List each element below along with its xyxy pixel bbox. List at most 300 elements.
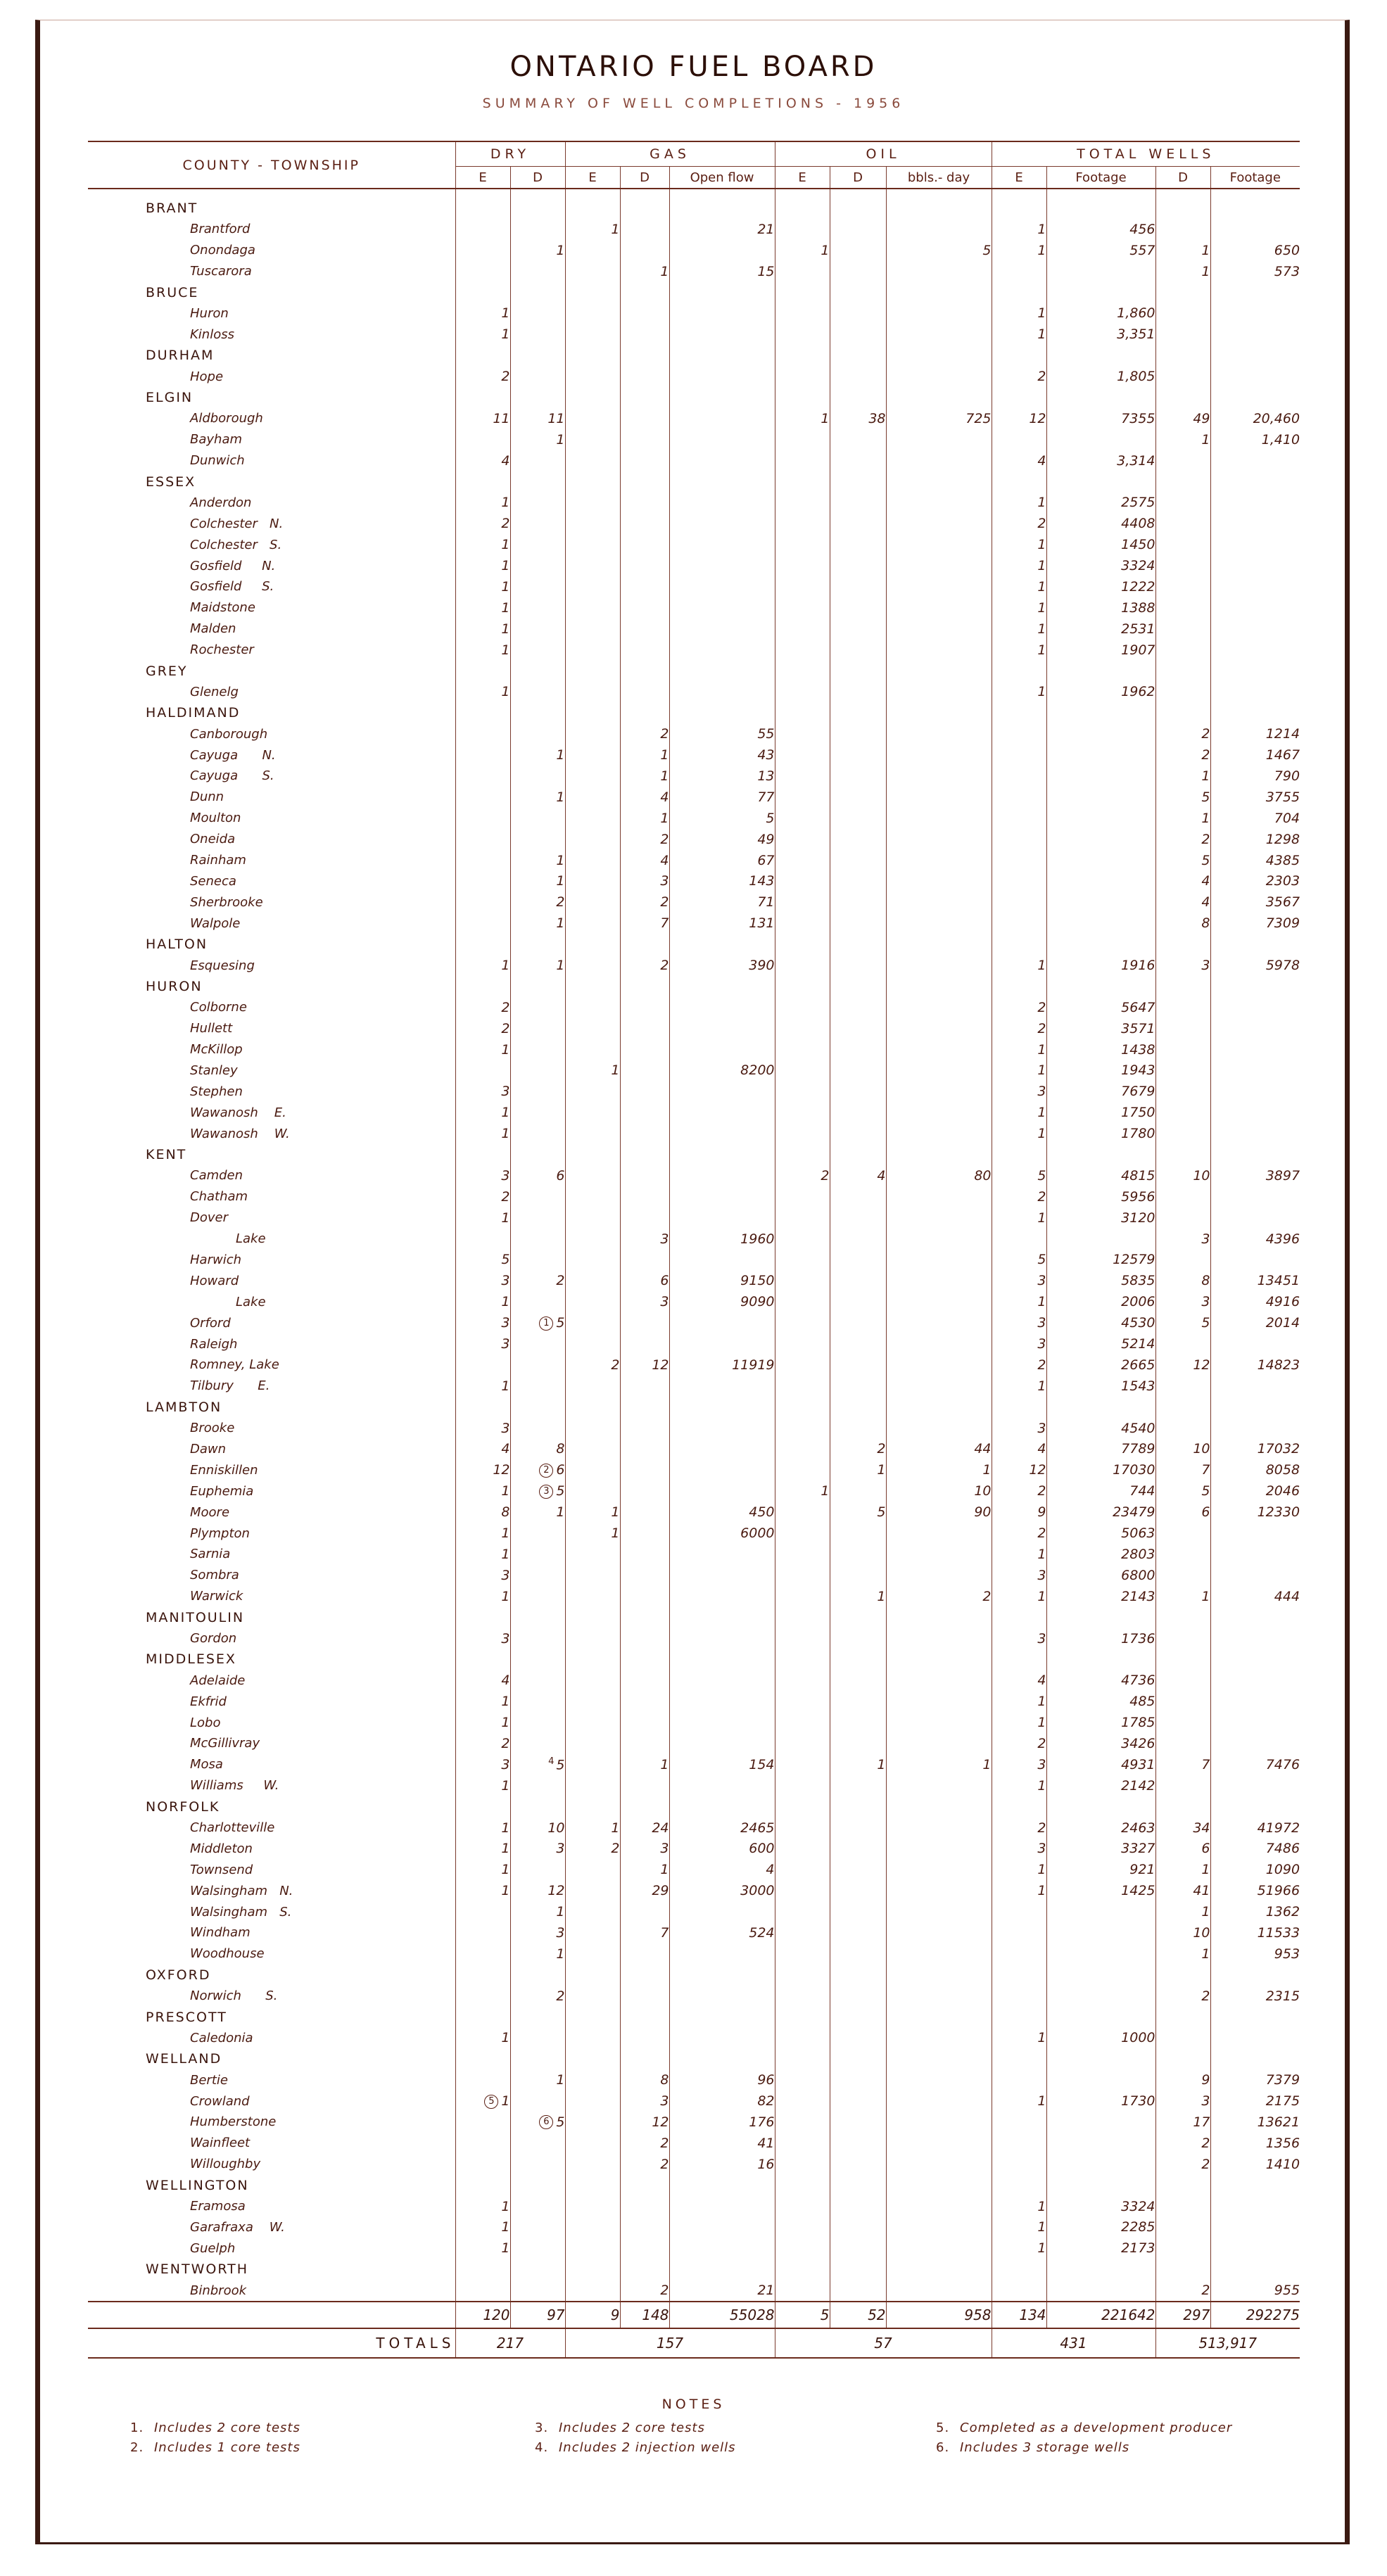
value-cell <box>669 1207 775 1229</box>
value-cell <box>775 618 830 640</box>
value-cell <box>669 1102 775 1123</box>
value-cell: 12 <box>620 1354 669 1376</box>
value-cell: 12 <box>992 1459 1046 1480</box>
value-cell: 82 <box>669 2090 775 2112</box>
value-cell <box>830 1901 886 1922</box>
value-cell <box>886 1986 992 2007</box>
value-cell <box>775 829 830 850</box>
township-name: Colchester S. <box>190 537 282 552</box>
value-cell: 3324 <box>1046 2196 1155 2217</box>
value-cell <box>1210 2175 1300 2196</box>
township-name: Wawanosh W. <box>190 1126 290 1141</box>
value-cell <box>620 1544 669 1565</box>
value-cell <box>775 723 830 744</box>
township-name: Eramosa <box>190 2199 246 2214</box>
value-cell <box>565 198 620 219</box>
value-cell: 5 <box>992 1165 1046 1186</box>
value-cell: 12330 <box>1210 1502 1300 1523</box>
value-cell <box>510 366 565 387</box>
value-cell <box>669 576 775 597</box>
value-cell <box>1155 1712 1210 1733</box>
township-row <box>88 2027 1300 2048</box>
value-cell: 2 <box>510 892 565 913</box>
value-cell: 2 <box>992 1523 1046 1544</box>
value-cell <box>565 2238 620 2259</box>
value-cell <box>886 1312 992 1333</box>
value-cell: 2 <box>455 1186 510 1207</box>
value-cell <box>620 1775 669 1796</box>
value-cell <box>455 829 510 850</box>
value-cell <box>886 2112 992 2133</box>
value-cell <box>830 681 886 702</box>
value-cell <box>565 2048 620 2069</box>
value-cell <box>830 1607 886 1628</box>
value-cell: 1 <box>992 2238 1046 2259</box>
value-cell: 1450 <box>1046 534 1155 555</box>
value-cell <box>1155 2196 1210 2217</box>
value-cell: 13621 <box>1210 2112 1300 2133</box>
value-cell <box>565 1144 620 1165</box>
value-cell <box>775 1102 830 1123</box>
value-cell: 1 <box>455 303 510 324</box>
value-cell <box>620 2259 669 2280</box>
value-cell <box>455 282 510 303</box>
township-row <box>88 1986 1300 2007</box>
value-cell: 17032 <box>1210 1439 1300 1460</box>
value-cell: 1 <box>455 1039 510 1060</box>
value-cell <box>510 997 565 1018</box>
township-name: Romney, Lake <box>190 1357 279 1373</box>
township-name: Caledonia <box>190 2030 253 2045</box>
value-cell <box>565 1943 620 1965</box>
township-name: Orford <box>190 1315 231 1331</box>
value-cell <box>565 1250 620 1271</box>
value-cell: 1 <box>455 324 510 345</box>
value-cell: 1 <box>455 1775 510 1796</box>
value-cell <box>886 976 992 997</box>
value-cell <box>1210 1544 1300 1565</box>
township-row <box>88 1123 1300 1144</box>
value-cell <box>775 934 830 955</box>
value-cell <box>830 2048 886 2069</box>
value-cell <box>620 366 669 387</box>
value-cell <box>775 1943 830 1965</box>
value-cell: 8 <box>1155 913 1210 934</box>
value-cell <box>620 1207 669 1229</box>
value-cell <box>669 366 775 387</box>
value-cell <box>830 534 886 555</box>
value-cell <box>669 1943 775 1965</box>
value-cell: 2 <box>455 997 510 1018</box>
value-cell <box>830 450 886 471</box>
value-cell: 1 <box>992 2196 1046 2217</box>
value-cell: 1 <box>886 1459 992 1480</box>
value-cell: 5 <box>669 808 775 829</box>
value-cell <box>775 303 830 324</box>
note-marker: 1 <box>539 1316 553 1331</box>
value-cell <box>510 723 565 744</box>
value-cell <box>620 618 669 640</box>
county-row <box>88 1144 1300 1165</box>
value-cell: 1780 <box>1046 1123 1155 1144</box>
value-cell <box>992 744 1046 766</box>
value-cell: 2463 <box>1046 1817 1155 1839</box>
value-cell <box>775 387 830 408</box>
value-cell: 6 <box>510 1165 565 1186</box>
value-cell <box>620 1691 669 1712</box>
value-cell <box>620 2027 669 2048</box>
value-cell: 1943 <box>1046 1060 1155 1081</box>
value-cell <box>620 1039 669 1060</box>
value-cell <box>510 1754 565 1775</box>
value-cell <box>830 2027 886 2048</box>
subtotal-cell: 55028 <box>669 2302 775 2328</box>
value-cell <box>510 1418 565 1439</box>
value-cell <box>565 282 620 303</box>
township-name: Colborne <box>190 1000 247 1015</box>
county-row <box>88 345 1300 366</box>
value-cell: 1 <box>455 640 510 661</box>
township-row <box>88 850 1300 871</box>
value-cell <box>992 934 1046 955</box>
value-cell <box>775 2090 830 2112</box>
value-cell <box>886 513 992 534</box>
note-number: 6. <box>936 2440 950 2455</box>
value-cell <box>830 1733 886 1754</box>
value-cell <box>775 1250 830 1271</box>
value-cell <box>510 2027 565 2048</box>
county-row <box>88 2007 1300 2028</box>
value-cell <box>1210 1123 1300 1144</box>
spacer-cell <box>455 189 510 198</box>
note-number: 2. <box>130 2440 144 2455</box>
township-row <box>88 1376 1300 1397</box>
value-cell <box>565 240 620 261</box>
value-cell <box>620 1480 669 1502</box>
township-name: Dawn <box>190 1441 227 1457</box>
value-cell: 20,460 <box>1210 408 1300 429</box>
value-cell: 1543 <box>1046 1376 1155 1397</box>
value-cell <box>830 1775 886 1796</box>
value-cell: 3 <box>455 1333 510 1354</box>
value-cell <box>669 555 775 576</box>
value-cell: 1 <box>992 2217 1046 2238</box>
value-cell <box>1210 2007 1300 2028</box>
value-cell <box>565 618 620 640</box>
value-cell <box>565 661 620 682</box>
value-cell <box>992 850 1046 871</box>
value-cell: 2 <box>620 955 669 976</box>
value-cell <box>510 661 565 682</box>
value-cell <box>886 597 992 618</box>
value-cell <box>565 1333 620 1354</box>
value-cell <box>775 1922 830 1943</box>
value-cell: 3 <box>620 1838 669 1859</box>
value-cell <box>565 1859 620 1880</box>
value-cell: 3 <box>992 1628 1046 1649</box>
value-cell <box>1210 2048 1300 2069</box>
value-cell <box>830 198 886 219</box>
value-cell <box>620 1102 669 1123</box>
value-cell: 3 <box>510 1922 565 1943</box>
value-cell <box>455 471 510 493</box>
value-cell: 29 <box>620 1880 669 1901</box>
value-cell: 131 <box>669 913 775 934</box>
value-cell <box>886 2259 992 2280</box>
value-cell <box>886 219 992 240</box>
township-row <box>88 1060 1300 1081</box>
township-name: Crowland <box>190 2093 250 2109</box>
value-cell <box>992 2259 1046 2280</box>
value-cell <box>830 1291 886 1312</box>
value-cell <box>775 1291 830 1312</box>
value-cell <box>830 1250 886 1271</box>
value-cell <box>1155 1102 1210 1123</box>
value-cell <box>510 1333 565 1354</box>
value-cell <box>992 1796 1046 1817</box>
value-cell: 21 <box>669 2280 775 2302</box>
value-cell <box>455 1796 510 1817</box>
value-cell <box>565 387 620 408</box>
township-name: Gosfield N. <box>190 558 276 573</box>
value-cell: 1 <box>455 1376 510 1397</box>
value-cell: 4385 <box>1210 850 1300 871</box>
value-cell <box>830 555 886 576</box>
note-text: Includes 1 core tests <box>154 2440 300 2455</box>
value-cell: 2 <box>455 1733 510 1754</box>
value-cell <box>830 513 886 534</box>
value-cell: 1785 <box>1046 1712 1155 1733</box>
value-cell: 921 <box>1046 1859 1155 1880</box>
value-cell <box>510 450 565 471</box>
value-cell: 1916 <box>1046 955 1155 976</box>
value-cell <box>886 345 992 366</box>
value-cell <box>565 1649 620 1670</box>
value-cell <box>510 1775 565 1796</box>
value-cell <box>1046 766 1155 787</box>
value-cell <box>992 2112 1046 2133</box>
value-cell <box>1046 1943 1155 1965</box>
value-cell <box>992 871 1046 892</box>
value-cell <box>565 871 620 892</box>
value-cell <box>455 1649 510 1670</box>
value-cell <box>1155 1649 1210 1670</box>
value-cell: 1410 <box>1210 2154 1300 2175</box>
value-cell: 600 <box>669 1838 775 1859</box>
value-cell <box>830 1207 886 1229</box>
header-oil-d: D <box>830 167 886 189</box>
value-cell: 2 <box>992 1354 1046 1376</box>
value-cell <box>669 618 775 640</box>
value-cell <box>830 282 886 303</box>
value-cell <box>775 871 830 892</box>
value-cell <box>992 661 1046 682</box>
value-cell: 12 <box>455 1459 510 1480</box>
value-cell: 1 <box>1155 429 1210 450</box>
value-cell <box>1210 1376 1300 1397</box>
value-cell <box>1046 1922 1155 1943</box>
value-cell: 4916 <box>1210 1291 1300 1312</box>
value-cell <box>669 534 775 555</box>
value-cell <box>565 1565 620 1586</box>
value-cell <box>510 1354 565 1376</box>
value-cell <box>455 2259 510 2280</box>
value-cell: 1 <box>830 1586 886 1607</box>
value-cell <box>886 1859 992 1880</box>
township-name: Kinloss <box>190 326 234 342</box>
value-cell <box>992 829 1046 850</box>
value-cell: 14823 <box>1210 1354 1300 1376</box>
township-name: Gordon <box>190 1631 237 1646</box>
header-dry-d: D <box>510 167 565 189</box>
value-cell: 1 <box>992 1544 1046 1565</box>
value-cell <box>775 1397 830 1418</box>
township-name: Woodhouse <box>190 1946 265 1962</box>
value-cell: 2 <box>1155 744 1210 766</box>
value-cell <box>1155 1628 1210 1649</box>
value-cell: 2 <box>620 829 669 850</box>
value-cell <box>1155 2027 1210 2048</box>
township-name: Norwich S. <box>190 1988 278 2004</box>
township-row <box>88 1502 1300 1523</box>
value-cell <box>830 661 886 682</box>
value-cell <box>830 1270 886 1291</box>
value-cell <box>1046 871 1155 892</box>
value-cell <box>775 492 830 513</box>
value-cell: 7679 <box>1046 1081 1155 1102</box>
county-name: MIDDLESEX <box>146 1651 236 1668</box>
value-cell <box>830 618 886 640</box>
value-cell <box>1155 1565 1210 1586</box>
value-cell <box>886 1712 992 1733</box>
value-cell: 1 <box>510 429 565 450</box>
value-cell: 1 <box>455 534 510 555</box>
county-name: MANITOULIN <box>146 1609 245 1625</box>
value-cell: 3 <box>992 1418 1046 1439</box>
township-name: Maidstone <box>190 600 255 616</box>
county-row <box>88 1649 1300 1670</box>
value-cell <box>1210 1186 1300 1207</box>
value-cell: 5 <box>1155 1480 1210 1502</box>
value-cell <box>620 1901 669 1922</box>
value-cell: 2014 <box>1210 1312 1300 1333</box>
value-cell <box>620 1565 669 1586</box>
value-cell <box>1155 2238 1210 2259</box>
value-cell <box>1155 1060 1210 1081</box>
value-cell <box>775 282 830 303</box>
value-cell <box>455 1986 510 2007</box>
county-row <box>88 198 1300 219</box>
page-title: ONTARIO FUEL BOARD <box>509 51 878 83</box>
value-cell <box>669 1649 775 1670</box>
value-cell <box>830 955 886 976</box>
value-cell: 450 <box>669 1502 775 1523</box>
value-cell <box>620 1123 669 1144</box>
value-cell <box>886 871 992 892</box>
value-cell: 1 <box>1155 1859 1210 1880</box>
value-cell <box>620 640 669 661</box>
county-name: ELGIN <box>146 389 194 405</box>
value-cell <box>992 1943 1046 1965</box>
township-name: Canborough <box>190 726 268 742</box>
township-row <box>88 1291 1300 1312</box>
value-cell: 1 <box>510 1901 565 1922</box>
value-cell: 1 <box>455 2027 510 2048</box>
value-cell: 3 <box>992 1081 1046 1102</box>
value-cell <box>775 1880 830 1901</box>
value-cell: 1 <box>565 1817 620 1839</box>
header-oil-e: E <box>775 167 830 189</box>
spacer-cell <box>775 189 830 198</box>
township-row <box>88 1102 1300 1123</box>
value-cell <box>830 1397 886 1418</box>
value-cell <box>1046 976 1155 997</box>
value-cell <box>830 997 886 1018</box>
spacer-cell <box>992 189 1046 198</box>
value-cell <box>1046 1229 1155 1250</box>
value-cell: 4408 <box>1046 513 1155 534</box>
value-cell <box>510 934 565 955</box>
value-cell <box>455 808 510 829</box>
value-cell <box>886 1691 992 1712</box>
value-cell <box>510 2154 565 2175</box>
value-cell: 1 <box>775 1480 830 1502</box>
value-cell: 1 <box>455 618 510 640</box>
value-cell <box>886 1796 992 1817</box>
value-cell <box>620 345 669 366</box>
value-cell <box>886 471 992 493</box>
value-cell: 5647 <box>1046 997 1155 1018</box>
township-row <box>88 1880 1300 1901</box>
value-cell <box>565 513 620 534</box>
value-cell <box>775 1312 830 1333</box>
header-total-d-footage: Footage <box>1210 167 1300 189</box>
value-cell: 4 <box>992 1439 1046 1460</box>
township-name: Ekfrid <box>190 1694 227 1709</box>
value-cell <box>620 576 669 597</box>
value-cell <box>1210 513 1300 534</box>
value-cell <box>669 1796 775 1817</box>
value-cell: 1 <box>886 1754 992 1775</box>
header-total-e-footage: Footage <box>1046 167 1155 189</box>
value-cell: 1907 <box>1046 640 1155 661</box>
value-cell <box>669 429 775 450</box>
township-name: Esquesing <box>190 958 255 973</box>
township-name: Euphemia <box>190 1483 254 1499</box>
value-cell: 11 <box>455 408 510 429</box>
value-cell <box>620 702 669 723</box>
value-cell <box>455 661 510 682</box>
value-cell: 77 <box>669 787 775 808</box>
value-cell: 5 <box>992 1250 1046 1271</box>
value-cell: 3327 <box>1046 1838 1155 1859</box>
value-cell <box>830 1965 886 1986</box>
value-cell: 3755 <box>1210 787 1300 808</box>
township-name: Aldborough <box>190 411 263 426</box>
township-name: Williams W. <box>190 1778 279 1794</box>
value-cell <box>620 1144 669 1165</box>
value-cell <box>510 618 565 640</box>
value-cell: 1,805 <box>1046 366 1155 387</box>
totals-footage: 513,917 <box>1155 2328 1300 2358</box>
cell-value: 5 <box>556 1315 565 1331</box>
value-cell <box>992 2007 1046 2028</box>
value-cell <box>886 744 992 766</box>
value-cell <box>620 1986 669 2007</box>
value-cell: 6000 <box>669 1523 775 1544</box>
value-cell <box>830 1712 886 1733</box>
value-cell <box>830 1060 886 1081</box>
